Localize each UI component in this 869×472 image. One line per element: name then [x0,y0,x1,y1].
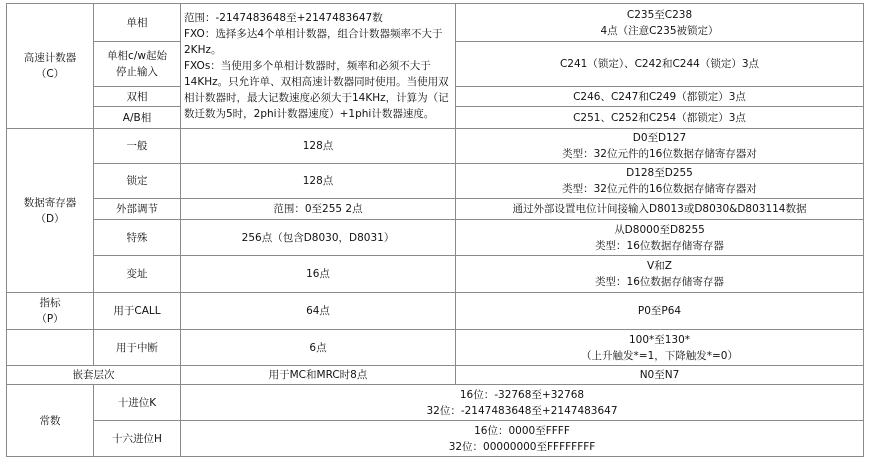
category-code: （C） [35,68,65,80]
subcategory-cell: 特殊 [94,220,181,256]
table-row [7,385,864,421]
subcategory-cell: 用于CALL [94,293,181,330]
counter-range-cell: 范围：-2147483648至+2147483647数 FXO：选择多达4个单相计数器，组合计数器频率不大于 2KHz。 FXOs：当使用多个单相计数器时，频率和必须不大于 14KHz。只允许单、双相高速计数器同时使用。当使用双 相计数器时，最大记数速度必须大于14KHz，计算为（记 数迁数为5时，2phi计数器速度）+1phi计数器速度。 [181,4,456,129]
points-cell: 128点 [181,164,456,199]
subcategory-cell: 一般 [94,129,181,164]
elements-cell: N0至N7 [456,366,864,385]
elements-cell: D128至D255 类型：32位元件的16位数据存储寄存器对 [456,164,864,199]
table-row [7,4,864,42]
subcategory-cell: 十六进位H [94,421,181,457]
subcategory-cell: 锁定 [94,164,181,199]
elements-cell: C235至C238 4点（注意C235被锁定） [456,4,864,42]
elements-cell: V和Z 类型：16位数据存储寄存器 [456,256,864,293]
elements-cell: 通过外部设置电位计间接输入D8013或D8030&D803114数据 [456,199,864,220]
subcategory-cell: A/B相 [94,107,181,129]
category-cell-empty [7,330,94,366]
elements-cell: D0至D127 类型：32位元件的16位数据存储寄存器对 [456,129,864,164]
subcategory-cell: 变址 [94,256,181,293]
table-row [7,164,864,199]
elements-cell: C251、C252和C254（都锁定）3点 [456,107,864,129]
category-cell-counters [7,4,94,129]
category-cell-nesting: 嵌套层次 [7,366,181,385]
plc-specification-table [6,3,864,457]
points-cell: 64点 [181,293,456,330]
points-cell: 6点 [181,330,456,366]
table-row [7,129,864,164]
points-cell: 16点 [181,256,456,293]
table-row [7,421,864,457]
constant-values-cell: 16位：0000至FFFF 32位：00000000至FFFFFFFF [181,421,864,457]
elements-cell: C246、C247和C249（都锁定）3点 [456,87,864,107]
category-cell-pointers [7,293,94,330]
category-code: （P） [36,313,64,325]
points-cell: 用于MC和MRC时8点 [181,366,456,385]
table-row [7,366,864,385]
table-row [7,256,864,293]
elements-cell: P0至P64 [456,293,864,330]
table-row [7,293,864,330]
category-label: 数据寄存器 [23,196,77,209]
table-row [7,330,864,366]
elements-cell: 100*至130* （上升触发*=1，下降触发*=0） [456,330,864,366]
points-cell: 256点（包含D8030，D8031） [181,220,456,256]
subcategory-cell: 单相c/w起始 停止输入 [94,42,181,87]
subcategory-cell: 外部调节 [94,199,181,220]
subcategory-cell: 用于中断 [94,330,181,366]
table-row [7,220,864,256]
constant-values-cell: 16位：-32768至+32768 32位：-2147483648至+2147483647 [181,385,864,421]
table-row [7,199,864,220]
subcategory-cell: 十进位K [94,385,181,421]
points-cell: 128点 [181,129,456,164]
category-label: 指标 [39,297,61,309]
elements-cell: 从D8000至D8255 类型：16位数据存储寄存器 [456,220,864,256]
category-code: （D） [35,212,65,225]
points-cell: 范围：0至255 2点 [181,199,456,220]
elements-cell: C241（锁定）、C242和C244（锁定）3点 [456,42,864,87]
subcategory-cell: 双相 [94,87,181,107]
category-cell-data-registers [7,129,94,293]
subcategory-cell: 单相 [94,4,181,42]
category-cell-constants: 常数 [7,385,94,457]
category-label: 高速计数器 [23,52,77,64]
